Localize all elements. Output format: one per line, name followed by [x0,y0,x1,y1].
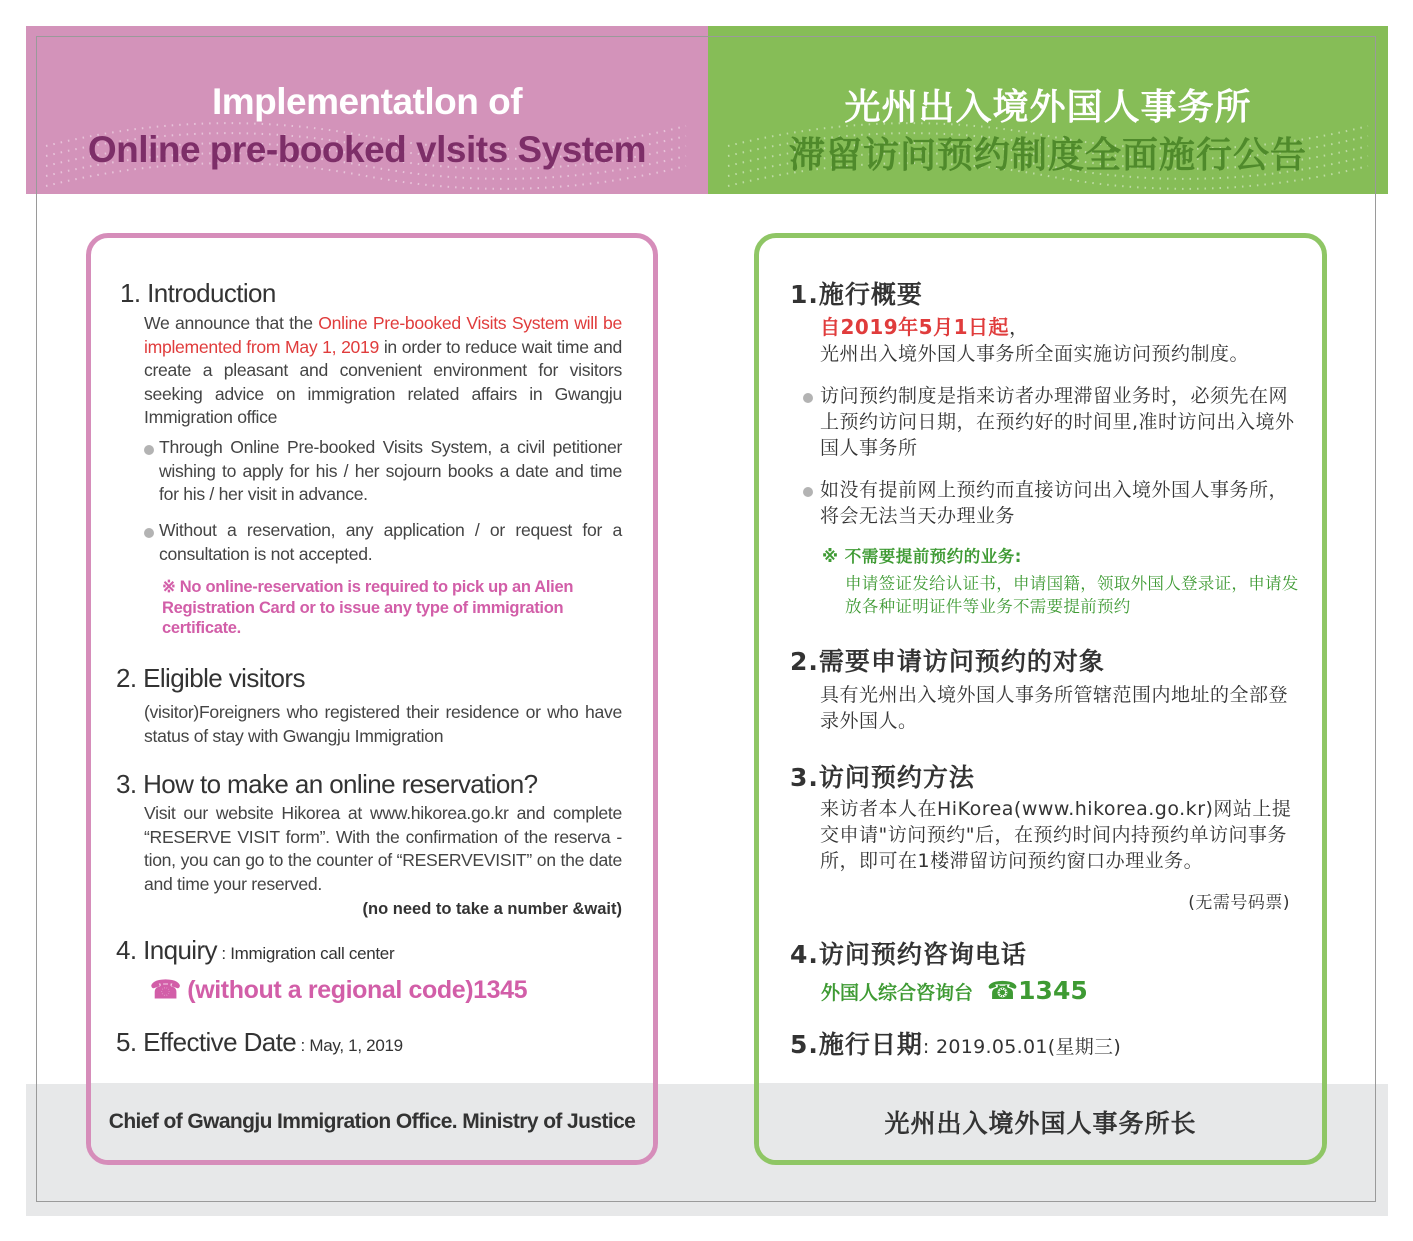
effective-date-value: : 2019.05.01(星期三) [922,1036,1122,1058]
overview-bullet-2: 如没有提前网上预约而直接访问出入境外国人事务所，将会无法当天办理业务 [820,479,1289,527]
effective-date-label: 5. Effective Date [116,1027,297,1057]
overview-line2: 光州出入境外国人事务所全面实施访问预约制度。 [820,343,1250,365]
english-title-line2: Online pre-booked vlsits System [87,129,647,170]
section-heading-eligible: 2. Eligible visitors [116,663,305,693]
introduction-paragraph [144,312,622,430]
section-heading-inquiry [116,935,394,966]
english-signature: Chief of Gwangju Immigration Office. Ministry of Justice [108,1109,636,1133]
chinese-title-line2: 滞留访问预约制度全面施行公告 [788,135,1307,176]
how-to-paragraph: Visit our website Hikorea at www.hikorea.go.kr and complete “RESERVE VISIT form”. With the confirmation of the reserva -tion, you can go to the counter of “RESERVEVISIT” on the date and time your reserved. [144,803,622,894]
english-title-line1: Implementatlon of [211,81,523,122]
inquiry-desk-label: 外国人综合咨询台 [821,982,974,1004]
target-paragraph: 具有光州出入境外国人事务所管辖范围内地址的全部登录外国人。 [820,684,1289,732]
overview-comma: ， [1009,315,1030,339]
section-heading-how-to: 3. How to make an online reservation? [116,769,538,799]
no-number-note: (no need to take a number &wait) [362,900,622,918]
effective-date-label: 5.施行日期 [790,1030,923,1059]
inquiry-desk-phone: ☎1345 [987,976,1088,1005]
reservation-exemption-note: ※ No online-reservation is required to pick up an Alien Registration Card or to issue any type of immigration certificate. [162,578,574,637]
chinese-signature: 光州出入境外国人事务所长 [884,1108,1197,1138]
section-heading-method: 3.访问预约方法 [790,763,975,792]
overview-date-line [820,314,1030,340]
bullet-dot-icon [144,528,154,538]
inquiry-label: 4. Inquiry [116,935,217,965]
chinese-footer [759,1083,1322,1160]
intro-bullet-2: Without a reservation, any application / or request for a consultation is not accepted. [159,520,622,564]
section-heading-effective-date [790,1025,1121,1061]
inquiry-phone: ☎ (without a regional code)1345 [150,976,528,1004]
chinese-panel [754,233,1327,1165]
intro-text-post: in order to reduce wait time and create a pleasant and convenient environment for visitors seeking advice on immigration related affairs in Gwangju Immigration office [144,336,622,427]
bullet-dot-icon [144,445,154,455]
intro-bullet-1: Through Online Pre-booked Visits System, a civil petitioner wishing to apply for his / her sojourn books a date and time for his / her visit in advance. [159,437,622,504]
inquiry-desk [821,976,1088,1005]
section-heading-inquiry: 4.访问预约咨询电话 [790,940,1027,969]
bullet-dot-icon [803,487,813,497]
chinese-title-line1: 光州出入境外国人事务所 [844,87,1252,128]
no-reservation-note-title: ※ 不需要提前预约的业务: [822,547,1022,566]
method-paragraph: 来访者本人在HiKorea(www.hikorea.go.kr)网站上提交申请"访问预约"后，在预约时间内持预约单访问事务所，即可在1楼滞留访问预约窗口办理业务。 [820,798,1292,872]
intro-text-pre: We announce that the [144,313,319,333]
no-reservation-note-body: 申请签证发给认证书，申请国籍，领取外国人登录证，申请发放各种证明证件等业务不需要提前预约 [845,574,1299,616]
english-footer [91,1083,653,1160]
section-heading-target: 2.需要申请访问预约的对象 [790,647,1105,676]
section-heading-effective-date [116,1027,403,1058]
eligible-paragraph: (visitor)Foreigners who registered their residence or who have status of stay with Gwangju Immigration [144,702,622,746]
overview-bullet-1: 访问预约制度是指来访者办理滞留业务时，必须先在网上预约访问日期，在预约好的时间里,准时访问出入境外国人事务所 [820,385,1295,459]
english-panel [86,233,658,1165]
intro-highlight: Online Pre-booked Visits System will be implemented from May 1, 2019 [144,313,622,357]
section-heading-introduction: 1. Introduction [120,278,276,308]
no-ticket-note: (无需号码票) [1188,893,1290,913]
inquiry-sub: : Immigration call center [216,944,395,963]
bullet-dot-icon [803,393,813,403]
effective-date-value: : May, 1, 2019 [296,1036,403,1055]
section-heading-overview: 1.施行概要 [790,280,923,309]
overview-start-date: 自2019年5月1日起 [820,315,1009,339]
